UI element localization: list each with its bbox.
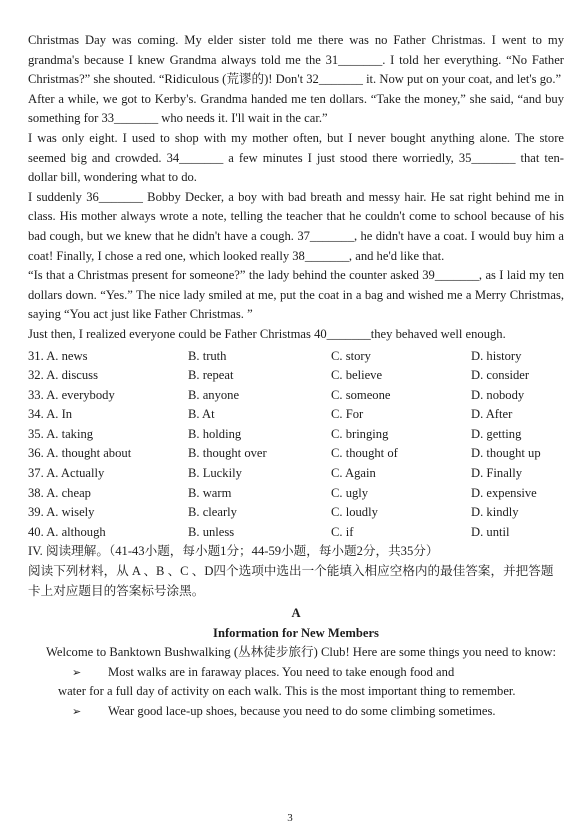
option-d: D. consider	[471, 368, 530, 383]
option-a: 35. A. taking	[28, 426, 94, 441]
passage-paragraph: “Is that a Christmas present for someone?” the lady behind the counter asked 39_______, as I laid my ten dollars down. “Yes.” The nice lady smiled at me, put the coat in a bag and wished me a Merry Christmas, saying “You act just like Father Christmas. ”	[28, 268, 564, 322]
option-d: D. kindly	[471, 505, 519, 520]
option-row	[28, 444, 564, 464]
option-b: B. holding	[188, 426, 242, 441]
option-row	[28, 425, 564, 445]
passage-paragraph: Just then, I realized everyone could be Father Christmas 40_______they behaved well enough.	[28, 326, 506, 341]
option-row	[28, 405, 564, 425]
section-heading: IV. 阅读理解。（41-43小题，每小题1分；44-59小题，每小题2分，共35分）	[28, 544, 439, 559]
option-b: B. At	[188, 407, 215, 422]
arrow-bullet-icon: ➢	[72, 705, 82, 718]
option-a: 37. A. Actually	[28, 466, 105, 481]
page-number: 3	[287, 812, 293, 824]
option-b: B. thought over	[188, 446, 267, 461]
option-a: 40. A. although	[28, 524, 106, 539]
option-d: D. thought up	[471, 446, 541, 461]
option-row	[28, 366, 564, 386]
option-b: B. warm	[188, 485, 232, 500]
option-row	[28, 503, 564, 523]
option-c: C. loudly	[331, 505, 378, 520]
option-a: 31. A. news	[28, 348, 88, 363]
bullet-text: Most walks are in faraway places. You need to take enough food and	[108, 664, 455, 679]
option-row	[28, 464, 564, 484]
option-row	[28, 386, 564, 406]
option-row	[28, 347, 564, 367]
option-d: D. After	[471, 407, 513, 422]
option-d: D. history	[471, 348, 522, 363]
passage-paragraph: I suddenly 36_______ Bobby Decker, a boy with bad breath and messy hair. He sat right behind me in class. His mother always wrote a note, telling the teacher that he couldn't come to school because of his bad cough, but we knew that he didn't have a cough. 37_______, he didn't have a coat. I would buy him a coat! Finally, I chose a red one, which looked really 38_______, and he'd like that.	[28, 189, 564, 263]
option-a: 36. A. thought about	[28, 446, 132, 461]
passage-paragraph: I was only eight. I used to shop with my mother often, but I never bought anything alone. The store seemed big and crowded. 34_______ a few minutes I just stood there worriedly, 35_______ that ten-dollar bill, wondering what to do.	[28, 130, 564, 185]
bullet-text: Wear good lace-up shoes, because you need to do some climbing sometimes.	[108, 704, 496, 718]
option-a: 33. A. everybody	[28, 387, 115, 402]
section-instruction: 阅读下列材料，从 A 、B 、C 、D四个选项中选出一个能填入相应空格内的最佳答案，并把答题卡上对应题目的答案标号涂黑。	[28, 564, 554, 598]
option-c: C. someone	[331, 387, 391, 402]
passage-paragraph: Christmas Day was coming. My elder sister told me there was no Father Christmas. I went to my grandma's because I knew Grandma always told me the 31_______. I told her everything. “No Father Christmas?” she shouted. “Ridiculous (荒谬的)! Don't 32_______ it. Now put on your coat, and let's go.”	[28, 33, 564, 87]
option-d: D. Finally	[471, 466, 523, 481]
option-row	[28, 523, 564, 543]
answer-options	[28, 347, 564, 543]
passage-paragraph: After a while, we got to Kerby's. Grandma handed me ten dollars. “Take the money,” she said, “and buy something for 33_______ who needs it. I'll wait in the car.”	[28, 91, 564, 126]
option-a: 34. A. In	[28, 407, 73, 422]
passage-letter: A	[291, 606, 301, 621]
option-a: 38. A. cheap	[28, 485, 91, 500]
option-c: C. ugly	[331, 485, 369, 500]
option-d: D. until	[471, 524, 510, 539]
option-b: B. clearly	[188, 505, 237, 520]
option-a: 39. A. wisely	[28, 505, 95, 520]
option-b: B. anyone	[188, 387, 240, 402]
option-d: D. nobody	[471, 387, 525, 402]
bullet-item	[28, 663, 564, 683]
option-c: C. Again	[331, 466, 376, 481]
option-c: C. if	[331, 524, 354, 539]
option-c: C. believe	[331, 368, 383, 383]
option-c: C. For	[331, 407, 364, 422]
option-b: B. unless	[188, 524, 235, 539]
option-a: 32. A. discuss	[28, 368, 98, 383]
option-b: B. repeat	[188, 368, 234, 383]
bullet-item	[28, 702, 564, 722]
cloze-passage	[28, 31, 564, 345]
option-b: B. Luckily	[188, 466, 242, 481]
option-b: B. truth	[188, 348, 227, 363]
bullet-continuation: water for a full day of activity on each walk. This is the most important thing to remember.	[58, 684, 516, 699]
option-row	[28, 484, 564, 504]
option-d: D. expensive	[471, 485, 537, 500]
option-c: C. story	[331, 348, 371, 363]
option-d: D. getting	[471, 426, 522, 441]
arrow-bullet-icon: ➢	[72, 665, 82, 679]
option-c: C. thought of	[331, 446, 398, 461]
passage-title: Information for New Members	[213, 626, 379, 641]
welcome-text: Welcome to Banktown Bushwalking (丛林徒步旅行) Club! Here are some things you need to know:	[46, 645, 556, 660]
option-c: C. bringing	[331, 426, 389, 441]
